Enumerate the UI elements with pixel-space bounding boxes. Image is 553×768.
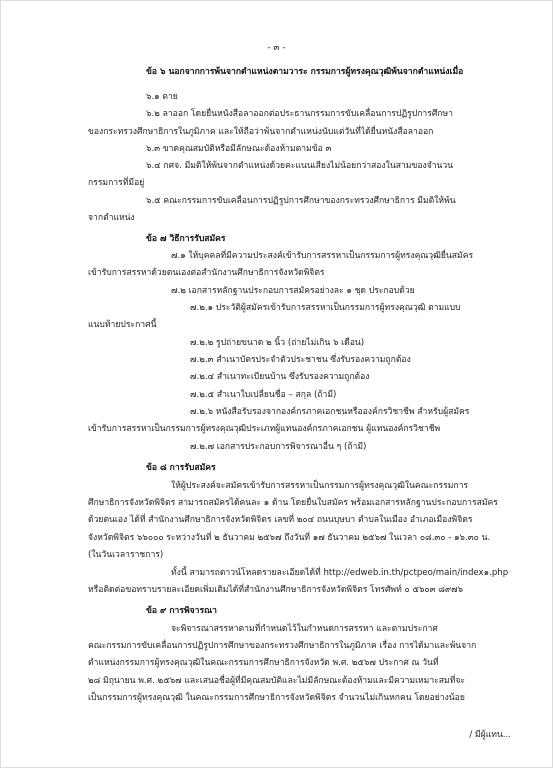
clause-6-2: ๖.๒ ลาออก โดยยื่นหนังสือลาออกต่อประธานกรรมการขับเคลื่อนการปฏิรูปการศึกษา — [146, 109, 454, 119]
clause-7-2-6: ๗.๒.๖ หนังสือรับรองจากองค์กรภาคเอกชนหรือองค์กรวิชาชีพ สำหรับผู้สมัคร — [190, 407, 470, 417]
clause-6-4-cont: กรรมการที่มีอยู่ — [88, 178, 145, 188]
clause-9-line-2: คณะกรรมการขับเคลื่อนการปฏิรูปการศึกษาของกระทรวงศึกษาธิการในภูมิภาค เรื่อง การได้มาและพ้นจาก — [88, 641, 477, 651]
clause-7-2-1-cont: แนบท้ายประกาศนี้ — [88, 320, 157, 330]
clause-7-2-1: ๗.๒.๑ ประวัติผู้สมัครเข้ารับการสรรหาเป็นกรรมการผู้ทรงคุณวุฒิ ตามแบบ — [190, 303, 461, 313]
clause-7-2-7: ๗.๒.๗ เอกสารประกอบการพิจารณาอื่น ๆ (ถ้ามี) — [190, 442, 367, 452]
clause-8-line-3: ด้วยตนเอง ได้ที่ สำนักงานศึกษาธิการจังหวัดพิจิตร เลขที่ ๒๐๔ ถนนบุษบา ตำบลในเมือง อำเภอเมืองพิจิตร — [88, 515, 473, 525]
clause-6-1: ๖.๑ ตาย — [146, 92, 178, 102]
clause-7-heading: ข้อ ๗ วิธีการรับสมัคร — [146, 234, 226, 244]
clause-7-2-3: ๗.๒.๓ สำเนาบัตรประจำตัวประชาชน ซึ่งรับรองความถูกต้อง — [190, 355, 411, 365]
clause-6-5-cont: จากตำแหน่ง — [88, 213, 135, 223]
clause-8-para: ให้ผู้ประสงค์จะสมัครเข้ารับการสรรหาเป็นกรรมการผู้ทรงคุณวุฒิในคณะกรรมการ — [171, 481, 469, 491]
clause-8-heading: ข้อ ๘ การรับสมัคร — [146, 463, 216, 473]
clause-7-2-2: ๗.๒.๒ รูปถ่ายขนาด ๒ นิ้ว (ถ่ายไม่เกิน ๖ เดือน) — [190, 338, 365, 348]
clause-9-line-4: ๒๘ มิถุนายน พ.ศ. ๒๕๖๗ และเสนอชื่อผู้ที่มีคุณสมบัติและไม่มีลักษณะต้องห้ามและมีความเหมาะสมที่จะ — [88, 676, 466, 686]
clause-7-2: ๗.๒ เอกสารหลักฐานประกอบการสมัครอย่างละ ๑ ชุด ประกอบด้วย — [171, 286, 415, 296]
clause-6-2-cont: ของกระทรวงศึกษาธิการในภูมิภาค และให้ถือว่าพ้นจากตำแหน่งนับแต่วันที่ได้ยื่นหนังสือลาออก — [88, 127, 434, 137]
clause-6-5: ๖.๕ คณะกรรมการขับเคลื่อนการปฏิรูปการศึกษาของกระทรวงศึกษาธิการ มีมติให้พ้น — [146, 196, 456, 206]
clause-8-line-2: ศึกษาธิการจังหวัดพิจิตร สามารถสมัครได้คนละ ๑ ด้าน โดยยื่นใบสมัคร พร้อมเอกสารหลักฐานประกอบการสมัคร — [88, 498, 498, 508]
clause-9-para: จะพิจารณาสรรหาตามที่กำหนดไว้ในกำหนดการสรรหา และตามประกาศ — [171, 624, 438, 634]
clause-6-3: ๖.๓ ขาดคุณสมบัติหรือมีลักษณะต้องห้ามตามข้อ ๓ — [146, 144, 332, 154]
clause-8-line-5: (ในวันเวลาราชการ) — [88, 550, 164, 560]
clause-8-line-4: จังหวัดพิจิตร ๖๖๐๐๐ ระหว่างวันที่ ๒ ธันวาคม ๒๕๖๗ ถึงวันที่ ๑๗ ธันวาคม ๒๕๖๗ ในเวลา ๐๘.๓๐ - ๑๖.๓๐ น. — [88, 533, 491, 543]
clause-7-1: ๗.๑ ให้บุคคลที่มีความประสงค์เข้ารับการสรรหาเป็นกรรมการผู้ทรงคุณวุฒิยื่นสมัคร — [171, 251, 474, 261]
clause-7-2-4: ๗.๒.๔ สำเนาทะเบียนบ้าน ซึ่งรับรองความถูกต้อง — [190, 372, 370, 382]
clause-8-download: ทั้งนี้ สามารถดาวน์โหลดรายละเอียดได้ที่ http://edweb.in.th/pctpeo/main/index๑.php — [171, 568, 509, 578]
clause-6-4: ๖.๔ กศจ. มีมติให้พ้นจากตำแหน่งด้วยคะแนนเสียงไม่น้อยกว่าสองในสามของจำนวน — [146, 161, 454, 171]
continuation-text: / มีผู้แทน... — [469, 730, 511, 740]
clause-9-heading: ข้อ ๙ การพิจารณา — [146, 606, 217, 616]
page-number: - ๓ - — [267, 43, 286, 53]
clause-7-2-6-cont: เข้ารับการสรรหาเป็นกรรมการผู้ทรงคุณวุฒิประเภทผู้แทนองค์กรภาคเอกชน ผู้แทนองค์กรวิชาชีพ — [88, 424, 441, 434]
clause-6-heading: ข้อ ๖ นอกจากการพ้นจากตำแหน่งตามวาระ กรรมการผู้ทรงคุณวุฒิพ้นจากตำแหน่งเมื่อ — [146, 67, 464, 77]
clause-7-2-5: ๗.๒.๕ สำเนาใบเปลี่ยนชื่อ – สกุล (ถ้ามี) — [190, 390, 337, 400]
clause-8-contact: หรือติดต่อขอทราบรายละเอียดเพิ่มเติมได้ที่สำนักงานศึกษาธิการจังหวัดพิจิตร โทรศัพท์ ๐ ๕๖๐๓ ๘๙๗๖ — [88, 585, 464, 595]
clause-7-1-cont: เข้ารับการสรรหาด้วยตนเองต่อสำนักงานศึกษาธิการจังหวัดพิจิตร — [88, 268, 325, 278]
clause-9-line-3: ตำแหน่งกรรมการผู้ทรงคุณวุฒิในคณะกรรมการศึกษาธิการจังหวัด พ.ศ. ๒๕๖๗ ประกาศ ณ วันที่ — [88, 658, 439, 668]
clause-9-line-5: เป็นกรรมการผู้ทรงคุณวุฒิ ในคณะกรรมการศึกษาธิการจังหวัดพิจิตร จำนวนไม่เกินหกคน โดยอย่างน้อย — [88, 693, 465, 703]
